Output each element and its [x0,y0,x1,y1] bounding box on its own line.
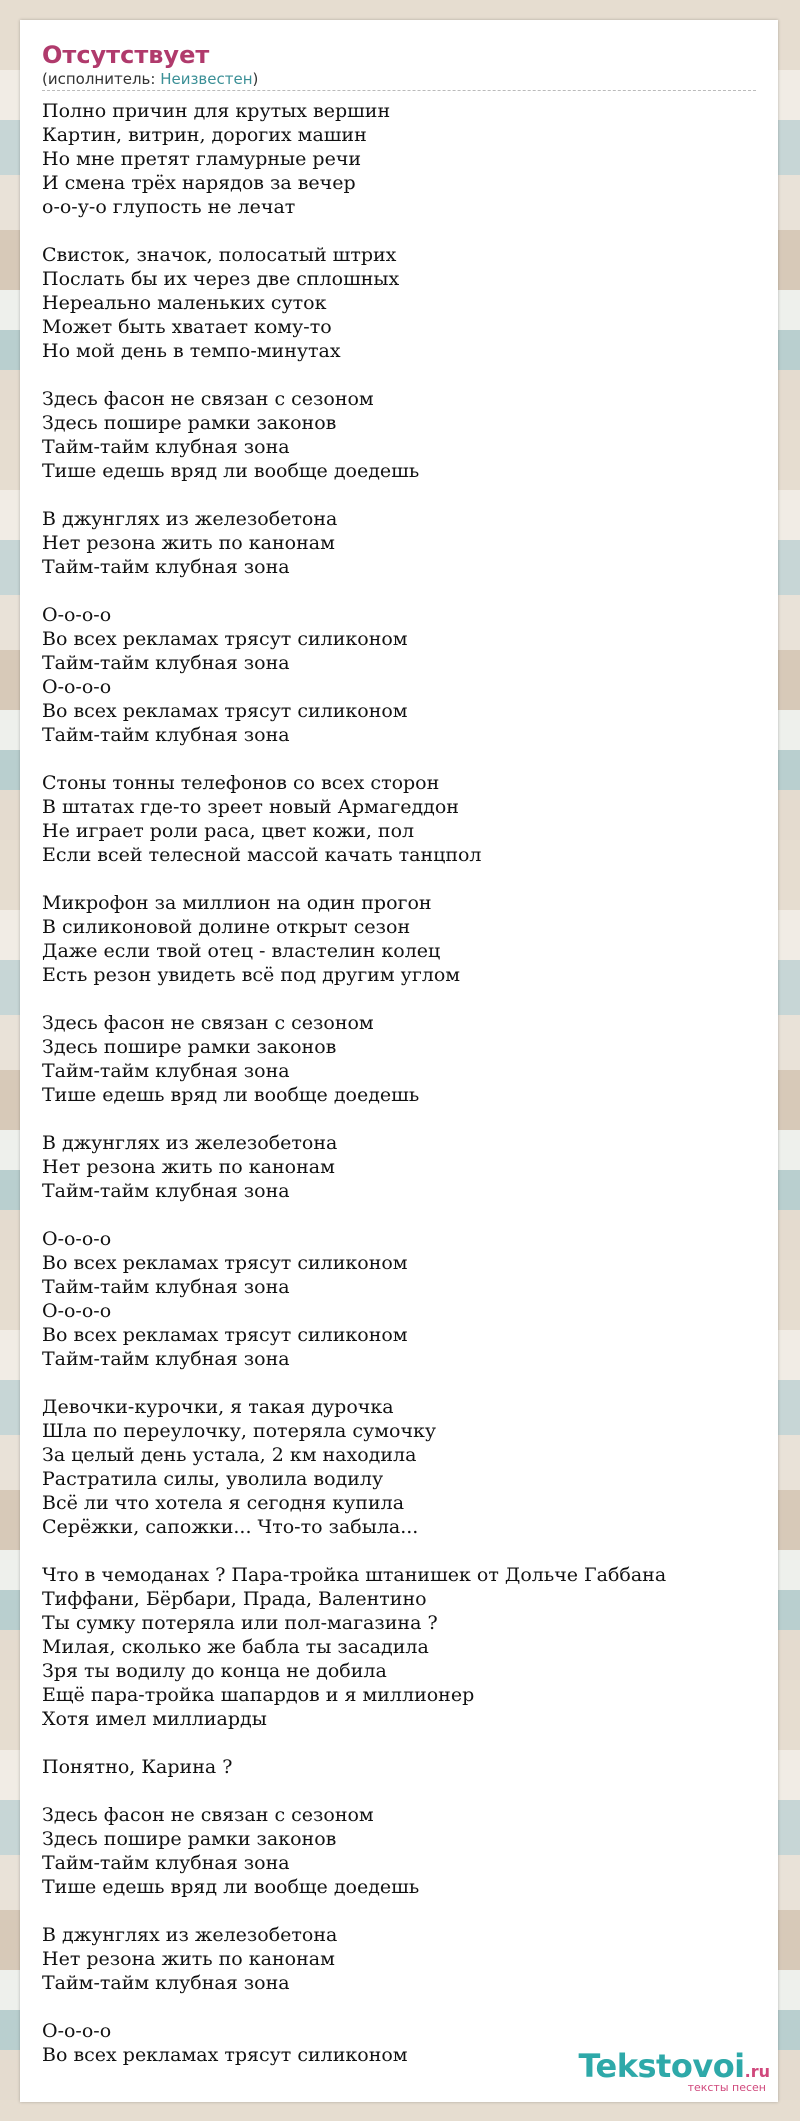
lyric-line: Здесь пошире рамки законов [42,1036,337,1058]
lyrics-stanza [42,1563,756,1731]
lyric-line: За целый день устала, 2 км находила [42,1444,417,1466]
lyric-line: Тайм-тайм клубная зона [42,652,290,674]
lyrics-stanza [42,243,756,363]
lyric-line: Картин, витрин, дорогих машин [42,124,367,146]
lyric-line: Послать бы их через две сплошных [42,268,400,290]
lyric-line: Хотя имел миллиарды [42,1708,267,1730]
lyric-line: О-о-о-о [42,676,112,698]
lyric-line: Здесь фасон не связан с сезоном [42,1804,374,1826]
lyric-line: Полно причин для крутых вершин [42,100,391,122]
lyric-line: Тише едешь вряд ли вообще доедешь [42,1876,420,1898]
lyric-line: Ещё пара-тройка шапардов и я миллионер [42,1684,475,1706]
lyric-line: О-о-о-о [42,604,112,626]
lyric-line: И смена трёх нарядов за вечер [42,172,356,194]
lyrics-stanza [42,1923,756,1995]
lyrics-stanza [42,1131,756,1203]
logo-wordmark: Tekstovoi [578,2047,745,2085]
lyric-line: Здесь пошире рамки законов [42,1828,337,1850]
lyric-line: В силиконовой долине открыт сезон [42,916,411,938]
lyrics-stanza [42,1395,756,1539]
lyric-line: Не играет роли раса, цвет кожи, пол [42,820,415,842]
lyric-line: Растратила силы, уволила водилу [42,1468,384,1490]
lyric-line: Тайм-тайм клубная зона [42,724,290,746]
lyrics-stanza [42,1803,756,1899]
lyric-line: Здесь пошире рамки законов [42,412,337,434]
lyric-line: Тайм-тайм клубная зона [42,556,290,578]
lyrics-stanza [42,99,756,219]
lyric-line: Тайм-тайм клубная зона [42,1180,290,1202]
lyrics-text [42,99,756,2067]
lyric-line: Девочки-курочки, я такая дурочка [42,1396,394,1418]
lyric-line: Во всех рекламах трясут силиконом [42,700,408,722]
lyric-line: Что в чемоданах ? Пара-тройка штанишек от Дольче Габбана [42,1564,667,1586]
lyrics-stanza [42,603,756,747]
lyric-line: Свисток, значок, полосатый штрих [42,244,397,266]
lyric-line: Ты сумку потеряла или пол-магазина ? [42,1612,438,1634]
lyric-line: Тише едешь вряд ли вообще доедешь [42,1084,420,1106]
lyrics-stanza [42,1227,756,1371]
artist-line [42,70,756,91]
lyrics-stanza [42,507,756,579]
lyric-line: Но мой день в темпо-минутах [42,340,341,362]
lyric-line: Тайм-тайм клубная зона [42,1060,290,1082]
artist-link[interactable]: Неизвестен [160,70,253,88]
lyric-line: О-о-о-о [42,2020,112,2042]
lyric-line: О-о-о-о [42,1300,112,1322]
lyric-line: Здесь фасон не связан с сезоном [42,388,374,410]
lyric-line: Понятно, Карина ? [42,1756,233,1778]
lyric-line: Всё ли что хотела я сегодня купила [42,1492,405,1514]
lyric-line: Нет резона жить по канонам [42,1948,335,1970]
lyric-line: Во всех рекламах трясут силиконом [42,2044,408,2066]
lyric-line: Может быть хватает кому-то [42,316,332,338]
lyrics-stanza [42,771,756,867]
lyric-line: В джунглях из железобетона [42,508,338,530]
lyric-line: Тайм-тайм клубная зона [42,1852,290,1874]
lyric-line: Тайм-тайм клубная зона [42,1348,290,1370]
lyric-line: Серёжки, сапожки... Что-то забыла... [42,1516,419,1538]
lyric-line: Есть резон увидеть всё под другим углом [42,964,461,986]
lyrics-card [20,20,778,2102]
artist-suffix: ) [252,70,259,88]
lyric-line: о-о-у-о глупость не лечат [42,196,296,218]
logo-tld: .ru [744,2062,770,2081]
lyric-line: Тайм-тайм клубная зона [42,436,290,458]
lyric-line: Даже если твой отец - властелин колец [42,940,441,962]
logo-tagline: тексты песен [687,2081,766,2094]
lyric-line: Здесь фасон не связан с сезоном [42,1012,374,1034]
lyric-line: Милая, сколько же бабла ты засадила [42,1636,429,1658]
lyrics-stanza [42,1011,756,1107]
lyric-line: О-о-о-о [42,1228,112,1250]
lyrics-stanza [42,387,756,483]
lyric-line: Во всех рекламах трясут силиконом [42,1324,408,1346]
lyric-line: Во всех рекламах трясут силиконом [42,628,408,650]
lyric-line: Микрофон за миллион на один прогон [42,892,432,914]
lyric-line: Тиффани, Бёрбари, Прада, Валентино [42,1588,427,1610]
lyric-line: Нет резона жить по канонам [42,532,335,554]
lyric-line: В штатах где-то зреет новый Армагеддон [42,796,459,818]
lyric-line: Нереально маленьких суток [42,292,327,314]
site-logo[interactable] [578,2047,770,2094]
lyric-line: Зря ты водилу до конца не добила [42,1660,387,1682]
lyric-line: Если всей телесной массой качать танцпол [42,844,482,866]
lyrics-stanza [42,891,756,987]
lyric-line: В джунглях из железобетона [42,1924,338,1946]
lyric-line: Нет резона жить по канонам [42,1156,335,1178]
lyric-line: Во всех рекламах трясут силиконом [42,1252,408,1274]
lyric-line: Тайм-тайм клубная зона [42,1972,290,1994]
lyric-line: Но мне претят гламурные речи [42,148,362,170]
lyric-line: Тайм-тайм клубная зона [42,1276,290,1298]
song-title: Отсутствует [42,41,210,69]
lyric-line: Тише едешь вряд ли вообще доедешь [42,460,420,482]
artist-prefix: (исполнитель: [42,70,161,88]
lyric-line: Шла по переулочку, потеряла сумочку [42,1420,437,1442]
lyric-line: Стоны тонны телефонов со всех сторон [42,772,440,794]
lyric-line: В джунглях из железобетона [42,1132,338,1154]
lyrics-stanza [42,1755,756,1779]
